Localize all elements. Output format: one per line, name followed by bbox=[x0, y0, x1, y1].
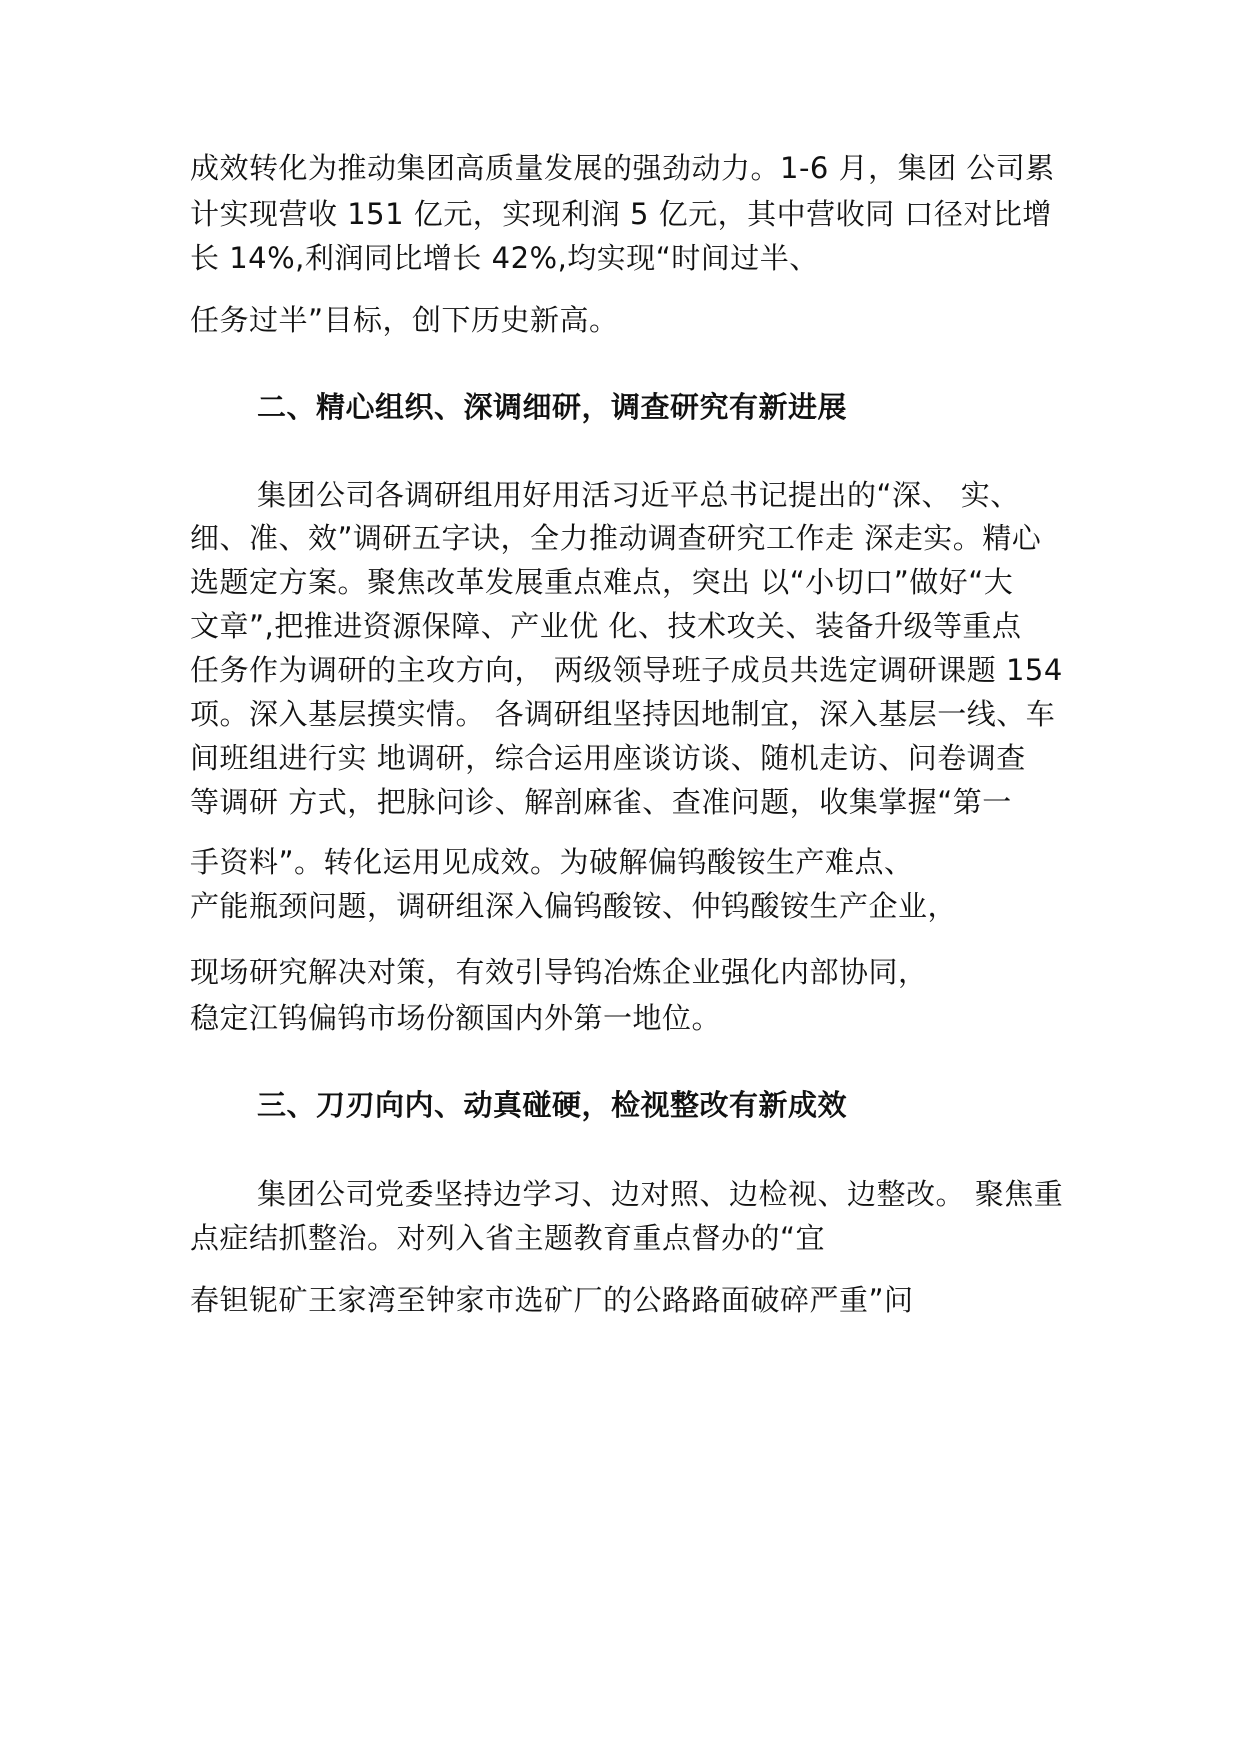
paragraph-1-line-3: 长 14%,利润同比增长 42%,均实现“时间过半、 bbox=[190, 241, 819, 275]
paragraph-1-line-1: 成效转化为推动集团高质量发展的强劲动力。1-6 月，集团 公司累 bbox=[190, 151, 1055, 185]
section-3-heading: 三、刀刃向内、动真碰硬，检视整改有新成效 bbox=[257, 1088, 848, 1122]
paragraph-1-line-4: 任务过半”目标，创下历史新高。 bbox=[190, 303, 619, 337]
section-3-line-2: 点症结抓整治。对列入省主题教育重点督办的“宜 bbox=[190, 1221, 826, 1255]
section-2-line-4: 文章”,把推进资源保障、产业优 化、技术攻关、装备升级等重点 bbox=[190, 609, 1022, 643]
section-2-line-9: 手资料”。转化运用见成效。为破解偏钨酸铵生产难点、 bbox=[190, 845, 914, 879]
section-2-line-6: 项。深入基层摸实情。 各调研组坚持因地制宜，深入基层一线、车 bbox=[190, 697, 1056, 731]
section-2-line-7: 间班组进行实 地调研，综合运用座谈访谈、随机走访、问卷调查 bbox=[190, 741, 1026, 775]
section-2-heading: 二、精心组织、深调细研，调查研究有新进展 bbox=[257, 390, 848, 424]
section-2-line-2: 细、准、效”调研五字诀，全力推动调查研究工作走 深走实。精心 bbox=[190, 521, 1042, 555]
section-2-line-10: 产能瓶颈问题，调研组深入偏钨酸铵、仲钨酸铵生产企业， bbox=[190, 889, 958, 923]
paragraph-1-line-2: 计实现营收 151 亿元，实现利润 5 亿元，其中营收同 口径对比增 bbox=[190, 197, 1052, 231]
section-2-line-3: 选题定方案。聚焦改革发展重点难点，突出 以“小切口”做好“大 bbox=[190, 565, 1014, 599]
section-2-line-11: 现场研究解决对策，有效引导钨冶炼企业强化内部协同， bbox=[190, 955, 928, 989]
section-2-line-5: 任务作为调研的主攻方向， 两级领导班子成员共选定调研课题 154 bbox=[190, 653, 1063, 687]
section-2-line-1: 集团公司各调研组用好用活习近平总书记提出的“深、 实、 bbox=[257, 478, 1020, 512]
section-3-line-3: 春钽铌矿王家湾至钟家市选矿厂的公路路面破碎严重”问 bbox=[190, 1283, 914, 1317]
section-3-line-1: 集团公司党委坚持边学习、边对照、边检视、边整改。 聚焦重 bbox=[257, 1177, 1064, 1211]
section-2-line-8: 等调研 方式，把脉问诊、解剖麻雀、查准问题，收集掌握“第一 bbox=[190, 785, 1012, 819]
section-2-line-12: 稳定江钨偏钨市场份额国内外第一地位。 bbox=[190, 1001, 722, 1035]
